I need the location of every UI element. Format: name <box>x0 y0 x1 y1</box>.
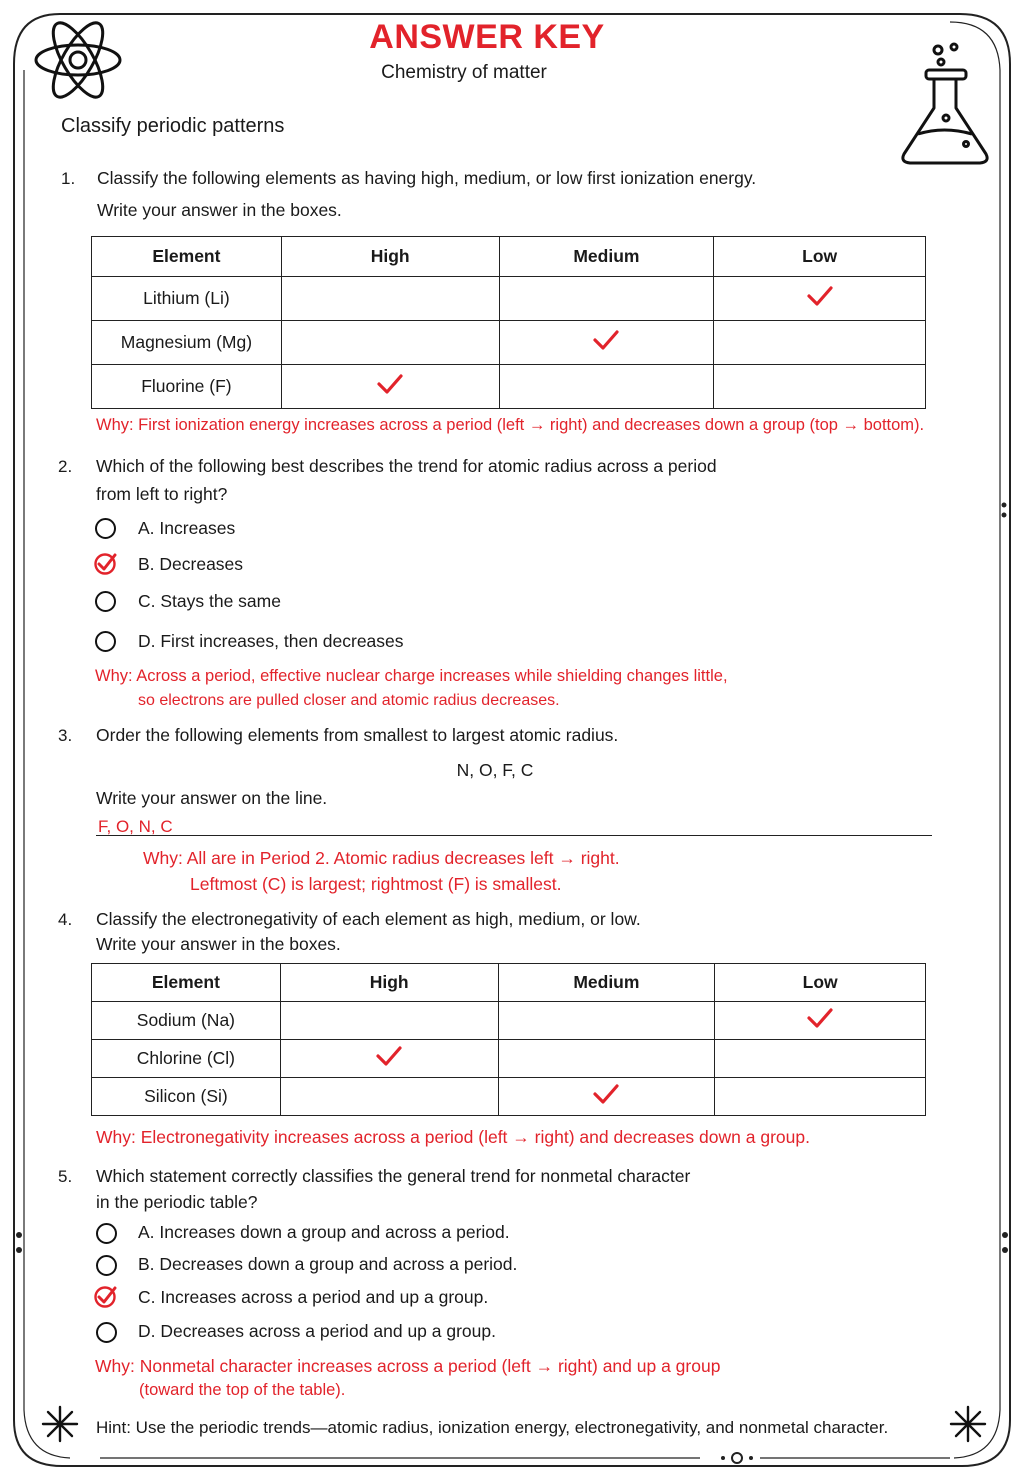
question-4-number: 4. <box>58 910 73 929</box>
question-5-explanation: Why: Nonmetal character increases across a period (left → right) and up a group <box>95 1356 721 1376</box>
question-2-text: Which of the following best describes the trend for atomic radius across a period <box>96 456 717 476</box>
answer-cell-high[interactable] <box>280 1078 498 1116</box>
answer-cell-low[interactable] <box>715 1002 926 1040</box>
option-d-radio[interactable] <box>95 631 116 652</box>
question-5-explanation-cont: (toward the top of the table). <box>139 1381 346 1399</box>
question-2-number: 2. <box>58 457 73 476</box>
answer-cell-high[interactable] <box>280 1002 498 1040</box>
electronegativity-table <box>91 963 926 1116</box>
answer-cell-medium[interactable] <box>498 1078 715 1116</box>
answer-cell-high[interactable] <box>281 277 499 321</box>
asterisk-icon <box>40 1404 80 1444</box>
section-heading: Classify periodic patterns <box>61 115 285 137</box>
option-a-label: A. Increases <box>138 518 236 538</box>
question-3-elements: N, O, F, C <box>456 760 534 780</box>
answer-cell-low[interactable] <box>714 321 926 365</box>
table-row <box>92 277 926 321</box>
element-cell: Magnesium (Mg) <box>92 321 282 365</box>
question-5-number: 5. <box>58 1167 73 1186</box>
answer-cell-high[interactable] <box>281 321 499 365</box>
ionization-energy-table <box>91 236 926 409</box>
element-cell: Lithium (Li) <box>92 277 282 321</box>
option-c-radio[interactable] <box>95 591 116 612</box>
question-3-instruction: Write your answer on the line. <box>96 788 328 808</box>
option-c-label: C. Increases across a period and up a group. <box>138 1287 489 1307</box>
table-row <box>92 1002 926 1040</box>
option-b-radio-checked[interactable] <box>93 551 119 577</box>
answer-cell-low[interactable] <box>714 277 926 321</box>
table-row <box>92 365 926 409</box>
question-5-text: Which statement correctly classifies the general trend for nonmetal character <box>96 1166 691 1186</box>
page-title: ANSWER KEY <box>369 18 605 56</box>
column-header-element: Element <box>92 964 281 1002</box>
column-header-medium: Medium <box>498 964 715 1002</box>
answer-cell-high[interactable] <box>280 1040 498 1078</box>
table-row <box>92 321 926 365</box>
answer-cell-medium[interactable] <box>498 1002 715 1040</box>
question-4-explanation: Why: Electronegativity increases across a period (left → right) and decreases down a group. <box>96 1127 810 1147</box>
answer-cell-low[interactable] <box>715 1078 926 1116</box>
asterisk-icon <box>948 1404 988 1444</box>
question-2-explanation: Why: Across a period, effective nuclear charge increases while shielding changes little, <box>95 667 728 685</box>
table-row <box>92 1040 926 1078</box>
option-a-label: A. Increases down a group and across a period. <box>138 1222 510 1242</box>
flask-icon <box>896 38 992 170</box>
checkmark-icon <box>375 1045 403 1067</box>
element-cell: Fluorine (F) <box>92 365 282 409</box>
option-d-radio[interactable] <box>96 1322 117 1343</box>
checkmark-icon <box>376 373 404 395</box>
table-row <box>92 1078 926 1116</box>
question-1-number: 1. <box>61 169 76 188</box>
checkmark-icon <box>592 329 620 351</box>
option-c-radio-checked[interactable] <box>93 1284 119 1310</box>
checkmark-icon <box>806 1007 834 1029</box>
option-d-label: D. First increases, then decreases <box>138 631 404 651</box>
option-c-label: C. Stays the same <box>138 591 281 611</box>
answer-line <box>96 835 932 836</box>
option-b-radio[interactable] <box>96 1255 117 1276</box>
question-3-text: Order the following elements from smallest to largest atomic radius. <box>96 725 619 745</box>
question-3-explanation-cont: Leftmost (C) is largest; rightmost (F) is smallest. <box>190 874 562 894</box>
answer-cell-medium[interactable] <box>499 277 714 321</box>
answer-cell-low[interactable] <box>715 1040 926 1078</box>
question-3-number: 3. <box>58 726 73 745</box>
question-4-instruction: Write your answer in the boxes. <box>96 934 341 954</box>
column-header-high: High <box>280 964 498 1002</box>
question-3-explanation: Why: All are in Period 2. Atomic radius decreases left → right. <box>143 848 620 868</box>
question-3-answer[interactable]: F, O, N, C <box>98 817 173 836</box>
answer-cell-medium[interactable] <box>499 365 714 409</box>
question-2-text-cont: from left to right? <box>96 484 228 504</box>
column-header-low: Low <box>715 964 926 1002</box>
option-a-radio[interactable] <box>95 518 116 539</box>
element-cell: Silicon (Si) <box>92 1078 281 1116</box>
column-header-high: High <box>281 237 499 277</box>
option-b-label: B. Decreases down a group and across a period. <box>138 1254 518 1274</box>
question-1-explanation: Why: First ionization energy increases across a period (left → right) and decreases down a group (top → bottom). <box>96 416 925 434</box>
element-cell: Sodium (Na) <box>92 1002 281 1040</box>
answer-cell-high[interactable] <box>281 365 499 409</box>
question-2-explanation-cont: so electrons are pulled closer and atomic radius decreases. <box>138 692 560 709</box>
checkmark-icon <box>806 285 834 307</box>
answer-cell-low[interactable] <box>714 365 926 409</box>
element-cell: Chlorine (Cl) <box>92 1040 281 1078</box>
column-header-low: Low <box>714 237 926 277</box>
question-4-text: Classify the electronegativity of each element as high, medium, or low. <box>96 909 641 929</box>
page-subtitle: Chemistry of matter <box>381 62 547 83</box>
hint-text: Hint: Use the periodic trends—atomic radius, ionization energy, electronegativity, and nonmetal character. <box>96 1418 889 1437</box>
option-b-label: B. Decreases <box>138 554 244 574</box>
checkmark-icon <box>592 1083 620 1105</box>
column-header-medium: Medium <box>499 237 714 277</box>
question-1-instruction: Write your answer in the boxes. <box>97 200 342 220</box>
question-5-text-cont: in the periodic table? <box>96 1192 258 1212</box>
option-a-radio[interactable] <box>96 1223 117 1244</box>
column-header-element: Element <box>92 237 282 277</box>
answer-cell-medium[interactable] <box>498 1040 715 1078</box>
question-1-text: Classify the following elements as having high, medium, or low first ionization energy. <box>97 168 757 188</box>
answer-cell-medium[interactable] <box>499 321 714 365</box>
option-d-label: D. Decreases across a period and up a group. <box>138 1321 496 1341</box>
